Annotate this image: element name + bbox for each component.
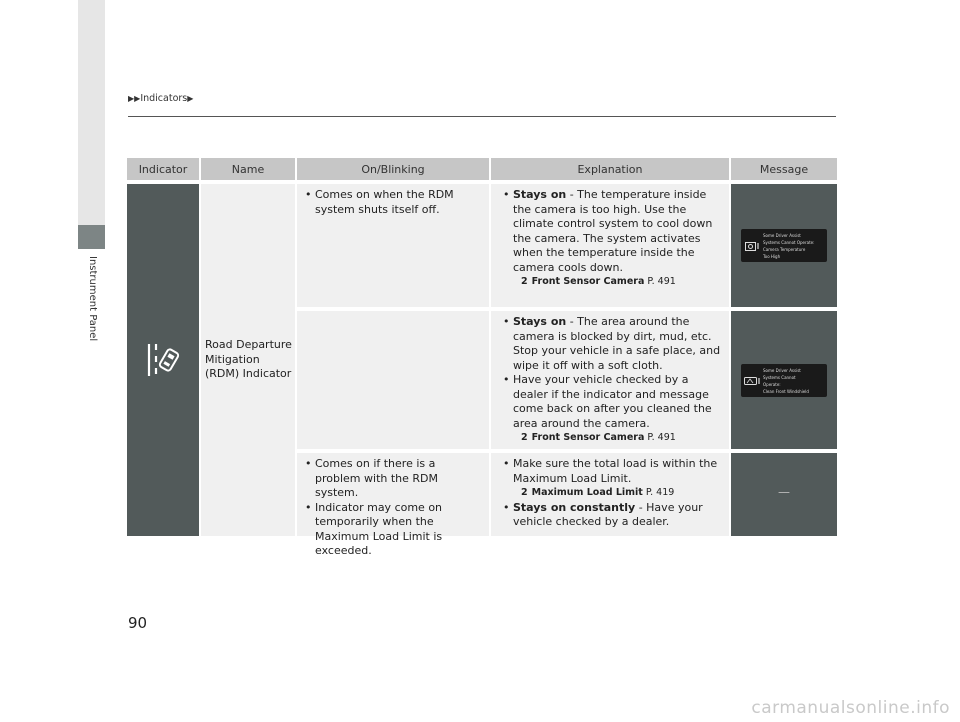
section-label: Instrument Panel — [87, 256, 98, 342]
side-tab-active — [78, 225, 105, 249]
side-tab-bar — [78, 0, 105, 225]
indicator-name: Road Departure Mitigation (RDM) Indicator — [205, 338, 292, 380]
row1-explanation — [491, 184, 729, 307]
row2-explanation-bullet: • Stays on - The area around the camera is blocked by dirt, mud, etc. Stop your vehicle in a safe place, and wipe it off with a soft cloth. — [503, 315, 723, 373]
row2-explanation-bullet2: • Have your vehicle checked by a dealer if the indicator and message come back on after you cleaned the area around the camera. — [503, 373, 723, 431]
row3-on-bullet: • Indicator may come on temporarily when the Maximum Load Limit is exceeded. — [305, 501, 483, 559]
row2-message — [731, 311, 837, 449]
row3-reference: 2 Maximum Load Limit P. 419 — [521, 487, 675, 498]
row2-message-line: Some Driver Assist — [763, 368, 801, 373]
header-rule — [128, 116, 836, 117]
header-message: Message — [731, 158, 837, 180]
row3-explanation-bullet: • Make sure the total load is within the Maximum Load Limit. — [503, 457, 723, 486]
table-header — [127, 158, 837, 180]
breadcrumb — [128, 93, 193, 104]
row3-on-bullet: • Comes on if there is a problem with the RDM system. — [305, 457, 483, 501]
row2-message-line: Clean Front Windshield — [763, 389, 809, 394]
row1-message-line: Some Driver Assist — [763, 233, 801, 238]
row1-reference: 2 Front Sensor Camera P. 491 — [521, 276, 676, 287]
rdm-indicator-icon — [145, 340, 181, 380]
header-name: Name — [201, 158, 297, 180]
reference-icon: 2 — [521, 432, 528, 443]
header-on-blinking: On/Blinking — [297, 158, 491, 180]
header-explanation: Explanation — [491, 158, 731, 180]
row2-on-blinking — [297, 311, 489, 449]
camera-icon — [745, 241, 761, 251]
row1-on-blinking — [297, 184, 489, 307]
row1-message-line: Camera Temperature — [763, 247, 806, 252]
windshield-camera-icon — [744, 376, 762, 386]
page-number: 90 — [128, 614, 148, 632]
row2-reference: 2 Front Sensor Camera P. 491 — [521, 432, 676, 443]
breadcrumb-title: Indicators — [140, 93, 188, 104]
breadcrumb-arrows-icon: ▶▶ — [128, 94, 141, 103]
row2-explanation — [491, 311, 729, 449]
row1-message — [731, 184, 837, 307]
row1-message-screen — [741, 229, 827, 262]
row3-message — [731, 453, 837, 536]
row3-explanation — [491, 453, 729, 536]
row2-message-screen — [741, 364, 827, 397]
row1-on-bullet: • Comes on when the RDM system shuts itself off. — [305, 188, 483, 217]
row1-message-line: Systems Cannot Operate: — [763, 240, 815, 245]
breadcrumb-trail-arrow-icon: ▶ — [187, 94, 194, 103]
row2-message-line: Systems Cannot — [763, 375, 796, 380]
indicator-cell — [127, 184, 199, 536]
reference-icon: 2 — [521, 487, 528, 498]
header-indicator: Indicator — [127, 158, 201, 180]
row1-message-line: Too High — [763, 254, 781, 259]
row3-message-dash: — — [778, 485, 790, 499]
watermark: carmanualsonline.info — [751, 698, 950, 718]
row3-on-blinking — [297, 453, 489, 557]
name-cell — [201, 184, 295, 536]
indicator-table — [127, 158, 837, 557]
table-body — [127, 184, 837, 557]
row1-explanation-bullet: • Stays on - The temperature inside the camera is too high. Use the climate control system to cool down the camera. The system activates when the temperature inside the camera cools down. — [503, 188, 723, 275]
reference-icon: 2 — [521, 276, 528, 287]
row2-message-line: Operate: — [763, 382, 781, 387]
row3-explanation-bullet2: • Stays on constantly - Have your vehicle checked by a dealer. — [503, 501, 723, 530]
